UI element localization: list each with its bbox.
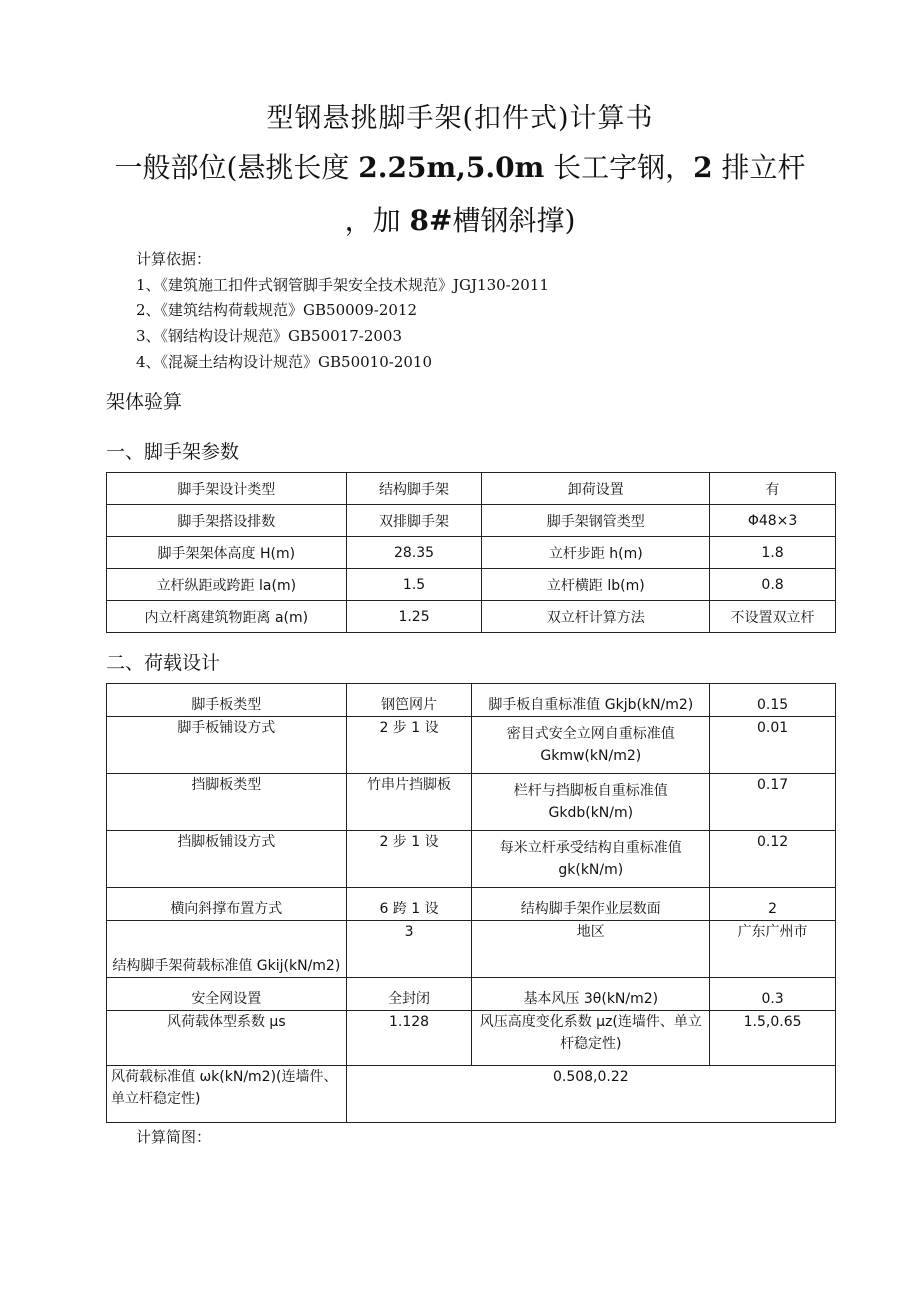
table-cell: Φ48×3 — [710, 505, 836, 537]
table-cell: 基本风压 3θ(kN/m2) — [472, 978, 710, 1011]
table-cell: 0.01 — [710, 717, 836, 774]
table-cell: 脚手架搭设排数 — [107, 505, 347, 537]
table-row — [107, 569, 836, 601]
section2-heading: 二、荷载设计 — [106, 652, 221, 674]
table-cell: 2 — [710, 888, 836, 921]
basis-heading: 计算依据： — [136, 250, 212, 268]
table-row — [107, 921, 836, 978]
table-cell: 结构脚手架 — [346, 473, 482, 505]
table-cell: 不设置双立杆 — [710, 601, 836, 633]
table-cell: 立杆纵距或跨距 la(m) — [107, 569, 347, 601]
table-cell: 双排脚手架 — [346, 505, 482, 537]
table-cell: 2 步 1 设 — [346, 831, 472, 888]
table-row — [107, 831, 836, 888]
table-cell: 卸荷设置 — [482, 473, 710, 505]
basis-item: 4、《混凝土结构设计规范》GB50010-2010 — [136, 353, 433, 371]
table-row — [107, 601, 836, 633]
table-cell: 有 — [710, 473, 836, 505]
table-cell: 每米立杆承受结构自重标准值 gk(kN/m) — [472, 831, 710, 888]
frame-check-heading: 架体验算 — [106, 391, 183, 413]
table-cell: 脚手架设计类型 — [107, 473, 347, 505]
table-cell: 脚手板自重标准值 Gkjb(kN/m2) — [472, 684, 710, 717]
document-subtitle-line1: 一般部位(悬挑长度 2.25m,5.0m 长工字钢，2 排立杆 — [114, 151, 806, 184]
table-cell: 0.17 — [710, 774, 836, 831]
table-cell: 安全网设置 — [107, 978, 347, 1011]
table-cell: 3 — [346, 921, 472, 978]
table-row — [107, 473, 836, 505]
table-cell: 立杆步距 h(m) — [482, 537, 710, 569]
table-cell: 0.12 — [710, 831, 836, 888]
table-cell: 竹串片挡脚板 — [346, 774, 472, 831]
basis-item: 2、《建筑结构荷载规范》GB50009-2012 — [136, 301, 418, 319]
table-cell: 1.128 — [346, 1011, 472, 1066]
table-cell: 栏杆与挡脚板自重标准值 Gkdb(kN/m) — [472, 774, 710, 831]
table-cell: 1.5 — [346, 569, 482, 601]
table-row — [107, 717, 836, 774]
table-cell: 28.35 — [346, 537, 482, 569]
document-subtitle-line2: ，加 8#槽钢斜撑) — [344, 204, 576, 237]
table-row — [107, 1066, 836, 1123]
table-row — [107, 1011, 836, 1066]
table-cell: 1.25 — [346, 601, 482, 633]
table-row — [107, 537, 836, 569]
basis-item: 1、《建筑施工扣件式钢管脚手架安全技术规范》JGJ130-2011 — [136, 276, 549, 294]
table-cell: 风荷载标准值 ωk(kN/m2)(连墙件、单立杆稳定性) — [107, 1066, 347, 1123]
table-cell: 密目式安全立网自重标准值 Gkmw(kN/m2) — [472, 717, 710, 774]
table-row — [107, 978, 836, 1011]
table-cell: 结构脚手架作业层数面 — [472, 888, 710, 921]
table-cell: 风荷载体型系数 μs — [107, 1011, 347, 1066]
table-cell: 脚手板铺设方式 — [107, 717, 347, 774]
table-cell: 地区 — [472, 921, 710, 978]
load-design-table — [106, 683, 836, 1123]
table-cell: 挡脚板类型 — [107, 774, 347, 831]
calc-figure-label: 计算简图： — [136, 1128, 212, 1146]
table-cell: 1.5,0.65 — [710, 1011, 836, 1066]
table-cell: 6 跨 1 设 — [346, 888, 472, 921]
basis-item: 3、《钢结构设计规范》GB50017-2003 — [136, 327, 403, 345]
table-cell: 钢笆网片 — [346, 684, 472, 717]
table-cell: 挡脚板铺设方式 — [107, 831, 347, 888]
table-cell: 风压高度变化系数 μz(连墙件、单立杆稳定性) — [472, 1011, 710, 1066]
table-cell: 横向斜撑布置方式 — [107, 888, 347, 921]
table-row — [107, 505, 836, 537]
table-cell: 0.15 — [710, 684, 836, 717]
table-cell: 双立杆计算方法 — [482, 601, 710, 633]
table-row — [107, 684, 836, 717]
table-cell: 内立杆离建筑物距离 a(m) — [107, 601, 347, 633]
table-cell: 立杆横距 lb(m) — [482, 569, 710, 601]
table-cell: 全封闭 — [346, 978, 472, 1011]
table-row — [107, 888, 836, 921]
table-cell: 1.8 — [710, 537, 836, 569]
table-row — [107, 774, 836, 831]
table-cell: 脚手架钢管类型 — [482, 505, 710, 537]
section1-heading: 一、脚手架参数 — [106, 441, 240, 463]
table-cell: 结构脚手架荷载标准值 Gkij(kN/m2) — [107, 921, 347, 978]
table-cell: 0.8 — [710, 569, 836, 601]
document-title: 型钢悬挑脚手架(扣件式)计算书 — [266, 103, 654, 134]
table-cell: 脚手板类型 — [107, 684, 347, 717]
table-cell: 0.3 — [710, 978, 836, 1011]
table-cell: 0.508,0.22 — [346, 1066, 835, 1123]
table-cell: 2 步 1 设 — [346, 717, 472, 774]
table-cell: 脚手架架体高度 H(m) — [107, 537, 347, 569]
table-cell: 广东广州市 — [710, 921, 836, 978]
scaffold-parameters-table — [106, 472, 836, 633]
